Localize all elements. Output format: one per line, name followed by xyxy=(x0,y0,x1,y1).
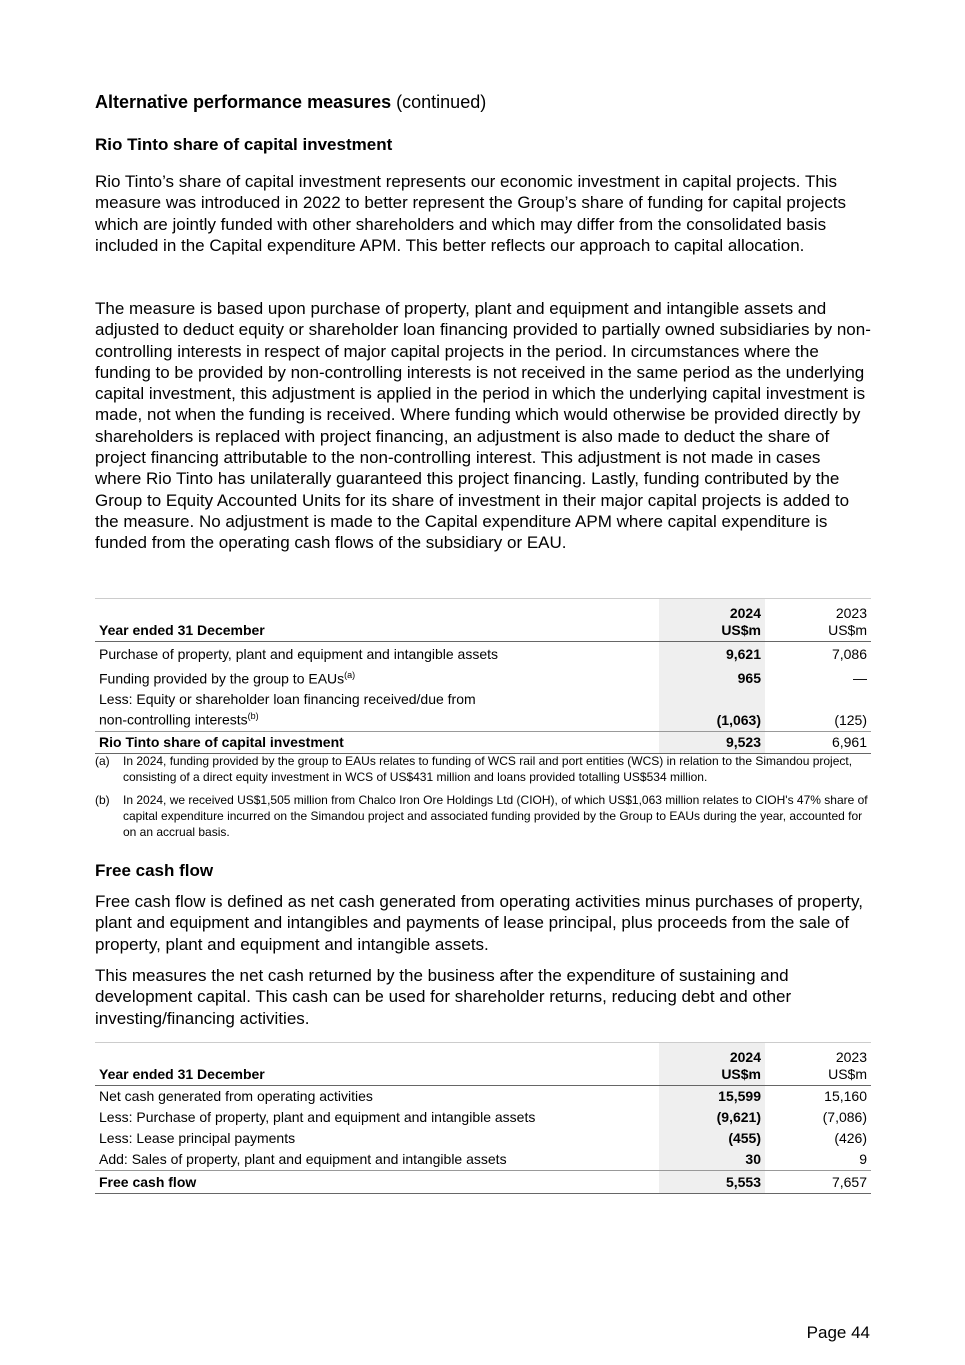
table-row: Less: Equity or shareholder loan financing received/due from non-controlling interests$^{(b)}$ (1,063) (125) xyxy=(95,689,871,731)
table-row: Add: Sales of property, plant and equipment and intangible assets 30 9 xyxy=(95,1149,871,1171)
capital-investment-table xyxy=(95,598,871,754)
footnotes: (a) In 2024, funding provided by the group to EAUs relates to funding of WCS rail and port entities (WCS) in relation to the Simandou project, consisting of a direct equity investment in WCS of US$431 million and loans provided totalling US$534 million. (b) In 2024, we received US$1,505 million from Chalco Iron Ore Holdings Ltd (CIOH), of which US$1,063 million relates to CIOH's 47% share of capital expenditure incurred on the Simandou project and associated funding provided by the Group to EAUs during the year, accounted for on an accrual basis. xyxy=(95,753,871,847)
section-heading: Rio Tinto share of capital investment xyxy=(95,135,393,154)
page-number: Page 44 xyxy=(806,1323,870,1342)
table-row: Purchase of property, plant and equipment and intangible assets 9,621 7,086 xyxy=(95,642,871,665)
paragraph: The measure is based upon purchase of property, plant and equipment and intangible assets and adjusted to deduct equity or shareholder loan financing provided to partially owned subsidiaries by non-controlling interests in respect of major capital projects in the period. In circumstances where the funding to be provided by non-controlling interests is not received in the same period as the underlying capital investment, this adjustment is applied in the period in which the underlying capital investment is made, not when the funding is received. Where funding which would otherwise be provided directly by shareholders is replaced with project financing, an adjustment is also made to deduct the share of project financing attributable to the non-controlling interest. This adjustment is not made in cases where Rio Tinto has unilaterally guaranteed this project financing. Lastly, funding contributed by the Group to Equity Accounted Units for its share of investment in their major capital projects is added to the measure. No adjustment is made to the Capital expenditure APM where capital expenditure is funded from the operating cash flows of the subsidiary or EAU. xyxy=(95,299,871,553)
table-row: Less: Lease principal payments (455) (426) xyxy=(95,1128,871,1149)
column-header: Year ended 31 December xyxy=(99,622,265,638)
footnote: In 2024, we received US$1,505 million from Chalco Iron Ore Holdings Ltd (CIOH), of which US$1,063 million relates to CIOH's 47% share of capital expenditure incurred on the Simandou project and associated funding provided by the Group to EAUs during the year, accounted for on an accrual basis. xyxy=(123,793,868,839)
paragraph: This measures the net cash returned by the business after the expenditure of sustaining and development capital. This cash can be used for shareholder returns, reducing debt and other investing/financing activities. xyxy=(95,966,792,1028)
footnote: In 2024, funding provided by the group to EAUs relates to funding of WCS rail and port entities (WCS) in relation to the Simandou project, consisting of a direct equity investment in WCS of US$431 million and loans provided totalling US$534 million. xyxy=(123,754,853,784)
paragraph: Free cash flow is defined as net cash generated from operating activities minus purchases of property, plant and equipment and intangibles and payments of lease principal, plus proceeds from the sale of property, plant and equipment and intangible assets. xyxy=(95,892,863,954)
column-header-2023: 2023 US$m xyxy=(828,1049,867,1082)
table-total-row: Free cash flow 5,553 7,657 xyxy=(95,1171,871,1194)
column-header: Year ended 31 December xyxy=(99,1066,265,1082)
column-header-2024: 2024 US$m xyxy=(659,599,765,642)
table-row: Funding provided by the group to EAUs$^{(a)}$ 965 — xyxy=(95,665,871,690)
page-title: Alternative performance measures (continued) xyxy=(95,92,487,112)
table-row: Net cash generated from operating activities 15,599 15,160 xyxy=(95,1086,871,1108)
paragraph: Rio Tinto’s share of capital investment represents our economic investment in capital projects. This measure was introduced in 2022 to better represent the Group’s share of funding for capital projects which are jointly funded with other shareholders and which may differ from the consolidated basis included in the Capital expenditure APM. This better reflects our approach to capital allocation. xyxy=(95,172,846,255)
column-header-2024: 2024 US$m xyxy=(659,1043,765,1086)
table-row: Less: Purchase of property, plant and equipment and intangible assets (9,621) (7,086) xyxy=(95,1107,871,1128)
section-heading: Free cash flow xyxy=(95,861,214,880)
table-total-row: Rio Tinto share of capital investment 9,523 6,961 xyxy=(95,731,871,753)
column-header-2023: 2023 US$m xyxy=(828,605,867,638)
free-cash-flow-table xyxy=(95,1042,871,1194)
